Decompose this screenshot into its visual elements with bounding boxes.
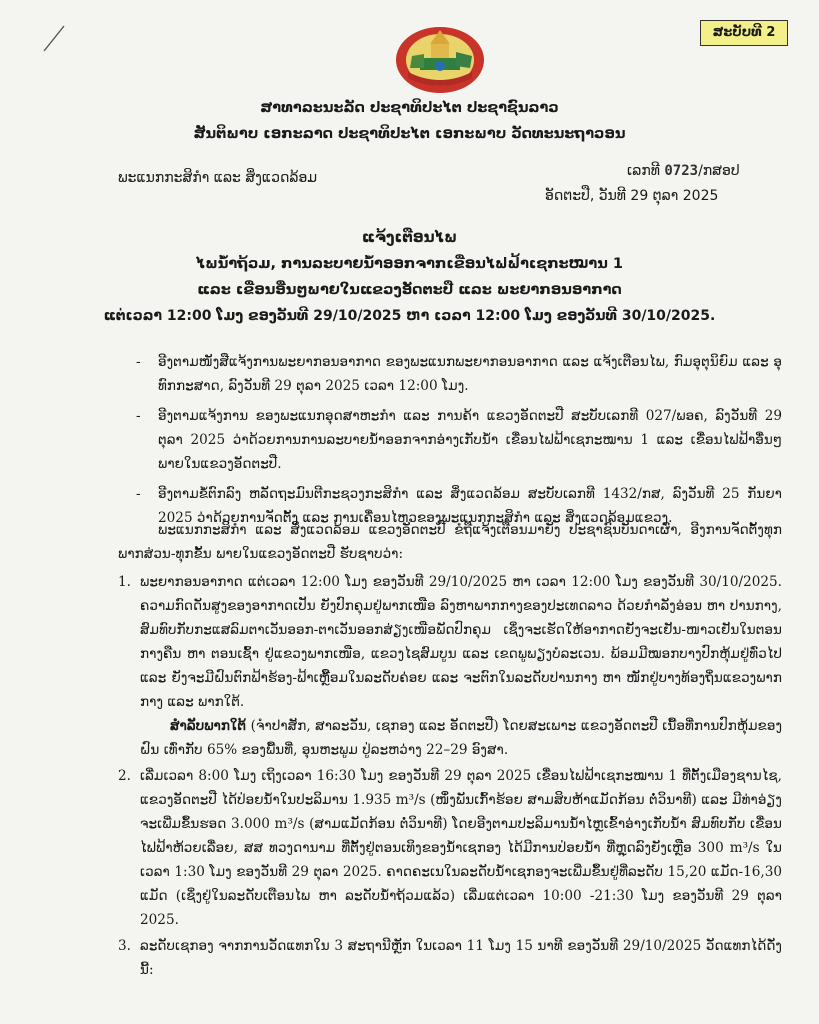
legal-references-list	[132, 350, 782, 536]
reference-item: - ອີງຕາມໜັງສືແຈ້ງການພະຍາກອນອາກາດ ຂອງພະແນກພະຍາກອນອາກາດ ແລະ ແຈ້ງເຕືອນໄພ, ກົມອຸຕຸນິຍົມ ແລະ ອຸທົກກະສາດ, ລົງວັນທີ 29 ຕຸລາ 2025 ເວລາ 12:00 ໂມງ.	[132, 350, 782, 398]
item-text: ລະດັບເຊກອງ ຈາກການວັດແທກໃນ 3 ສະຖານີຫຼັກ ໃນເວລາ 11 ໂມງ 15 ນາທີ ຂອງວັນທີ 29/10/2025 ວັດແທກໄດ້ດັ່ງນີ້:	[140, 938, 782, 978]
edition-label: ສະບັບທີ 2	[700, 20, 788, 46]
notice-item	[118, 764, 782, 932]
national-motto: ສັນຕິພາບ ເອກະລາດ ປະຊາທິປະໄຕ ເອກະພາບ ວັດທະນະຖາວອນ	[193, 126, 626, 142]
item-text: ເລີ່ມເວລາ 8:00 ໂມງ ເຖິງເວລາ 16:30 ໂມງ ຂອງວັນທີ 29 ຕຸລາ 2025 ເຂື່ອນໄຟຟ້າເຊກະໝານ 1 ທີ່ຕັ້ງເມືອງຊານໄຊ, ແຂວງອັດຕະປື ໄດ້ປ່ອຍນ້ຳໃນປະລິມານ 1.935 m³/s (ໜຶ່ງພັນເກົ້າຮ້ອຍ ສາມສິບຫ້າແມັດກ້ອນ ຕໍ່ວິນາທີ) ແລະ ມີທ່າອ່ຽງຈະເພີ່ມຂຶ້ນຮອດ 3.000 m³/s (ສາມແມັດກ້ອນ ຕໍ່ວິນາທີ) ໂດຍອີງຕາມປະລິມານນ້ຳໄຫຼເຂົ້າອ່າງເກັບນ້ຳ ສົມທົບກັບ ເຂື່ອນໄຟຟ້າຫ້ວຍເລື່ອຍ, ສສ ທວງດານາມ ທີ່ຕັ້ງຢູ່ຕອນເທິງຂອງນ້ຳເຊກອງ ໄດ້ມີການປ່ອຍນ້ຳ ທີ່ຫຼຸດລົງຍັງເຫຼືອ 300 m³/s ໃນເວລາ 1:30 ໂມງ ຂອງວັນທີ 29 ຕຸລາ 2025. ຄາດຄະເນໃນລະດັບນ້ຳເຊກອງຈະເພີ່ມຂຶ້ນຢູ່ທີ່ລະດັບ 15,20 ແມັດ-16,30 ແມັດ (ເຊິ່ງຢູ່ໃນລະດັບເຕືອນໄພ ຫາ ລະດັບນ້ຳຖ້ວມແລ້ວ) ເລີ່ມແຕ່ເວລາ 10:00 -21:30 ໂມງ ຂອງວັນທີ 29 ຕຸລາ 2025.	[140, 768, 782, 928]
notice-subtitle-line-1: ໄພນ້ຳຖ້ວມ, ການລະບາຍນ້ຳອອກຈາກເຂື່ອນໄຟຟ້າເຊກະໝານ 1	[196, 256, 623, 272]
notice-items-list	[118, 570, 782, 984]
reference-suffix: /ກສອປ	[698, 163, 740, 179]
reference-number: 0723	[664, 163, 699, 179]
reference-item: - ອີງຕາມແຈ້ງການ ຂອງພະແນກອຸດສາຫະກຳ ແລະ ການຄ້າ ແຂວງອັດຕະປື ສະບັບເລກທີ 027/ພອຄ, ລົງວັນທີ 29 ຕຸລາ 2025 ວ່າດ້ວຍການການລະບາຍນ້ຳອອກຈາກອ່າງເກັບນ້ຳ ເຂື່ອນໄຟຟ້າເຊກະໝານ 1 ແລະ ເຂື່ອນໄຟຟ້າອື່ນໆ ພາຍໃນແຂວງອັດຕະປື.	[132, 404, 782, 476]
country-name: ສາທາລະນະລັດ ປະຊາທິປະໄຕ ປະຊາຊົນລາວ	[260, 100, 559, 116]
reference-prefix: ເລກທີ	[627, 163, 660, 179]
document-reference	[627, 163, 740, 179]
item-subparagraph	[140, 714, 782, 762]
place-and-date: ອັດຕະປື, ວັນທີ 29 ຕຸລາ 2025	[545, 188, 719, 204]
item-number: 2.	[118, 768, 131, 784]
reference-item: - ອີງຕາມຂໍ້ຕົກລົງ ຫລັດຖະມົນຕີກະຊວງກະສິກຳ ແລະ ສິ່ງແວດລ້ອມ ສະບັບເລກທີ 1432/ກສ, ລົງວັນທີ 25 ກັນຍາ 2025 ວ່າດ້ວຍການຈັດຕັ້ງ ແລະ ການເຄື່ອນໄຫວຂອງພະແນກກະສິກຳ ແລະ ສິ່ງແວດລ້ອມແຂວງ.	[132, 482, 782, 530]
issuing-department: ພະແນກກະສິກຳ ແລະ ສິ່ງແວດລ້ອມ	[118, 170, 318, 186]
national-emblem	[394, 22, 486, 94]
notice-title: ແຈ້ງເຕືອນໄພ	[361, 228, 458, 246]
intro-paragraph: ພະແນກກະສິກຳ ແລະ ສິ່ງແວດລ້ອມ ແຂວງອັດຕະປື ຂໍຖືແຈ້ງເຕືອນມາຍັງ ປະຊາຊົນບັນດາເຜົ່າ, ອີງການຈັດຕັ້ງທຸກພາກສ່ວນ-ທຸກຂັ້ນ ພາຍໃນແຂວງອັດຕະປື ຮັບຊາບວ່າ:	[118, 522, 782, 562]
subparagraph-text: (ຈຳປາສັກ, ສາລະວັນ, ເຊກອງ ແລະ ອັດຕະປື) ໂດຍສະເພາະ ແຂວງອັດຕະປື ເນື້ອທີ່ການປົກຫຸ້ມຂອງຝົນ ເທົ່າກັບ 65% ຂອງພື້ນທີ່, ອຸນຫະພູມ ປູ່ລະຫວ່າງ 22–29 ອົງສາ.	[140, 718, 783, 758]
item-number: 1.	[118, 574, 131, 590]
subparagraph-lead: ສຳລັບພາກໃຕ້	[170, 718, 247, 734]
notice-subtitle-line-3: ແຕ່ເວລາ 12:00 ໂມງ ຂອງວັນທີ 29/10/2025 ຫາ ເວລາ 12:00 ໂມງ ຂອງວັນທີ 30/10/2025.	[103, 308, 716, 324]
item-text: ພະຍາກອນອາກາດ ແຕ່ເວລາ 12:00 ໂມງ ຂອງວັນທີ 29/10/2025 ຫາ ເວລາ 12:00 ໂມງ ຂອງວັນທີ 30/10/2025. ຄວາມກົດດັນສູງຂອງອາກາດເປັນ ຍັງປົກຄຸມຢູ່ພາກເໜືອ ລົງຫາພາກກາງຂອງປະເທດລາວ ດ້ວຍກຳລັງອ່ອນ ຫາ ປານກາງ, ສົມທົບກັບກະແສລົມຕາເວັນອອກ-ຕາເວັນອອກສ່ຽງເໜືອພັດປົກຄຸມ ເຊິ່ງຈະເຮັດໃຫ້ອາກາດຍັງຈະເຢັນ-ໜາວເຢັນໃນຕອນກາງຄືນ ຫາ ຕອນເຊົ້າ ຢູ່ແຂວງພາກເໜືອ, ແຂວງໄຊສົມບູນ ແລະ ເຂດພູພຽງບໍລະເວນ. ພ້ອມມີໝອກບາງປົກຫຸ້ມຢູ່ທົ່ວໄປ ແລະ ຍັງຈະມີຝົນຕົກຟ້າຮ້ອງ-ຟ້າເຫຼື້ອມໃນລະດັບຄ່ອຍ ແລະ ຈະຕົກໃນລະດັບປານກາງ ຫາ ໜັກຢູ່ບາງທ້ອງຖິ່ນແຂວງພາກກາງ ແລະ ພາກໃຕ້.	[140, 574, 782, 710]
item-number: 3.	[118, 938, 131, 954]
pen-stroke-mark	[40, 22, 70, 54]
notice-subtitle-line-2: ແລະ ເຂື່ອນອື່ນໆພາຍໃນແຂວງອັດຕະປື ແລະ ພະຍາກອນອາກາດ	[197, 282, 622, 298]
notice-item	[118, 934, 782, 982]
notice-item	[118, 570, 782, 762]
